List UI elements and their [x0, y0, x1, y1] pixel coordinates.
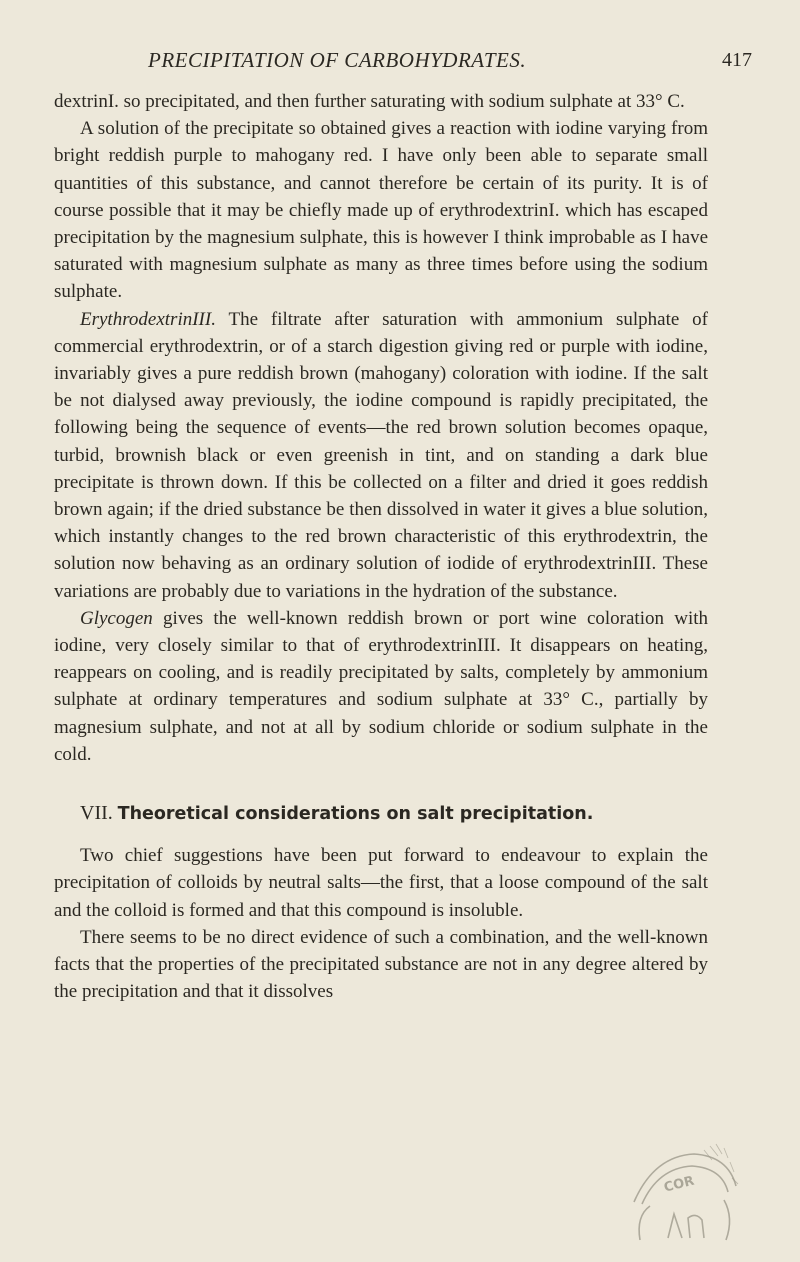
paragraph-iodine-reaction: A solution of the precipitate so obtained gives a reaction with iodine varying from bright reddish purple to mahogany red. I have only been able to separate small quantities of this substance, and cannot therefore be certain of its purity. It is of course possible that it may be chiefly made up of erythrodextrinI. which has escaped precipitation by the magnesium sulphate, this is however I think improbable as I have saturated with magnesium sulphate as many as three times before using the sodium sulphate.: [54, 118, 708, 303]
paragraph-no-direct-evidence: There seems to be no direct evidence of such a combination, and the well-known facts that the properties of the precipitated substance are not in any degree altered by the precipitation and that it dissolves: [54, 926, 708, 1003]
library-stamp: [624, 1142, 742, 1242]
page-number: 417: [722, 49, 752, 71]
term-erythrodextrin-iii: ErythrodextrinIII.: [80, 308, 216, 330]
running-title: PRECIPITATION OF CARBOHYDRATES.: [148, 48, 527, 72]
section-heading: [54, 800, 708, 828]
section-title: Theoretical considerations on salt precipitation.: [117, 804, 594, 825]
paragraph-glycogen: Glycogen gives the well-known reddish brown or port wine coloration with iodine, very closely similar to that of erythrodextrinIII. It disappears on heating, reappears on cooling, and is readily precipitated by salts, completely by ammonium sulphate at ordinary temperatures and sodium sulphate at 33° C., partially by magnesium sulphate, and not at all by sodium chloride or sodium sulphate in the cold.: [54, 607, 708, 765]
paragraph-continuation: dextrinI. so precipitated, and then further saturating with sodium sulphate at 33° C.: [54, 91, 685, 112]
page-body: [54, 88, 708, 1006]
paragraph-two-suggestions: Two chief suggestions have been put forward to endeavour to explain the precipitation of colloids by neutral salts—the first, that a loose compound of the salt and the colloid is formed and that this compound is insoluble.: [54, 845, 708, 921]
section-number: VII.: [80, 802, 113, 825]
paragraph-erythrodextrin-iii: ErythrodextrinIII. The filtrate after saturation with ammonium sulphate of commercial erythrodextrin, or of a starch digestion giving red or purple with iodine, invariably gives a pure reddish brown (mahogany) coloration with iodine. If the salt be not dialysed away previously, the iodine compound is rapidly precipitated, the following being the sequence of events—the red brown solution becomes opaque, turbid, brownish black or even greenish in tint, and on standing a dark blue precipitate is thrown down. If this be collected on a filter and dried it goes reddish brown again; if the dried substance be then dissolved in water it gives a blue solution, which instantly changes to the red brown characteristic of this erythrodextrin, the solution now behaving as an ordinary solution of iodide of erythrodextrinIII. These variations are probably due to variations in the hydration of the substance.: [54, 308, 708, 602]
stamp-text: COR: [662, 1173, 696, 1196]
term-glycogen: Glycogen: [80, 607, 153, 629]
page-header: [148, 48, 752, 76]
